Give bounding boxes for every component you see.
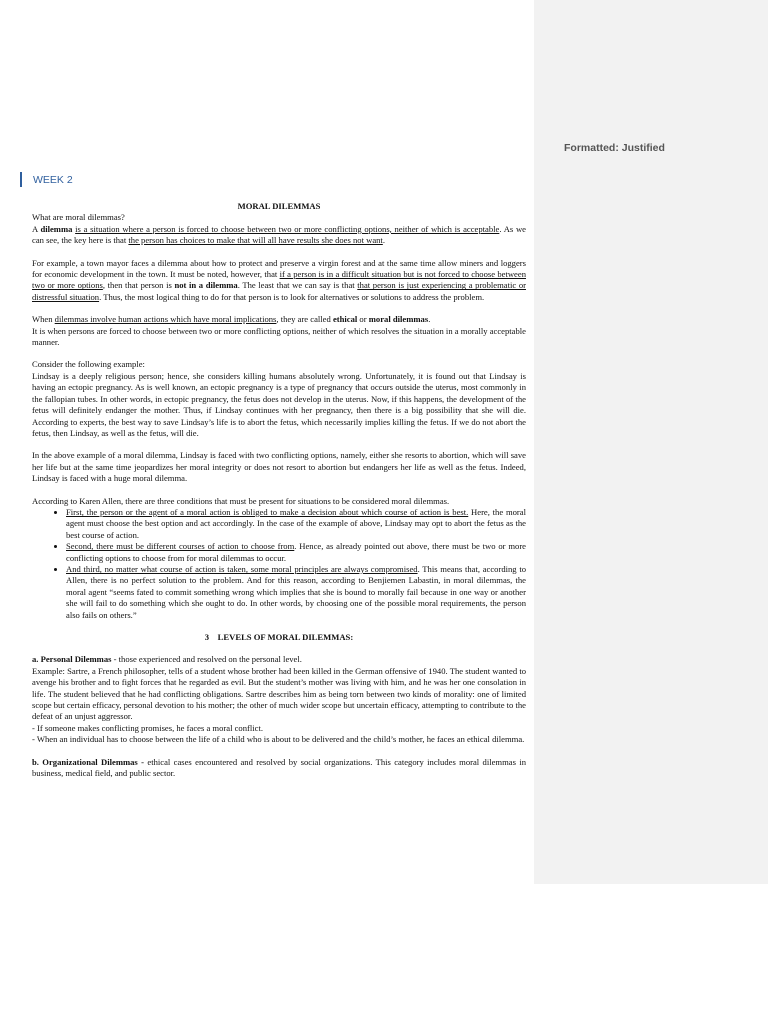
text-run: , they are called bbox=[276, 314, 333, 325]
text-run: A bbox=[32, 223, 41, 234]
text-run-underlined: Second, there must be different courses of action to choose from bbox=[66, 541, 295, 552]
paragraph-child-mother: - When an individual has to choose between the life of a child who is about to be delivered and the child’s mother, he faces an ethical dilemma. bbox=[32, 734, 525, 745]
text-run: . This means that, according to Allen, there is no perfect solution to the problem. And for this reason, according to Benjiemen Labastin, in moral dilemmas, the moral agent “seems fated to commit something wrong which implies that she is bound to morally fail because in one way or another she will fail to do something which she ought to do. In other words, by choosing one of the possible moral requirements, the person also fails on others.” bbox=[66, 563, 527, 620]
text-run: When bbox=[32, 314, 55, 325]
text-run: . bbox=[428, 314, 431, 325]
text-run-underlined: if a person is in a difficult situation but is not forced to choose between two or more options bbox=[32, 269, 526, 291]
text-run: For example, a town mayor faces a dilemma about how to protect and preserve a virgin forest and at the same time allow miners and loggers for economic development in the town. It must be noted, however, that bbox=[32, 257, 526, 280]
text-run: ethical cases encountered and resolved by social organizations. This category includes moral dilemmas in business, medical field, and public sector. bbox=[32, 756, 527, 779]
text-run: . bbox=[382, 235, 385, 246]
text-run-bold: moral dilemmas bbox=[368, 314, 429, 325]
document-body bbox=[32, 201, 526, 779]
text-run-underlined: dilemmas involve human actions which have moral implications bbox=[54, 314, 277, 325]
paragraph-lindsay-analysis: In the above example of a moral dilemma, Lindsay is faced with two conflicting options, namely, either she resorts to abortion, which will save her life but at the same time jeopardizes her moral integrity or does not resort to abortion but endangers her life as well as the fetus. Indeed, Lindsay is faced with a huge moral dilemma. bbox=[32, 450, 526, 484]
comment-pane bbox=[534, 0, 768, 884]
text-run-underlined: the person has choices to make that will all have results she does not want bbox=[128, 235, 383, 246]
paragraph-ethical-dilemmas bbox=[32, 314, 526, 325]
paragraph-definition bbox=[32, 224, 526, 247]
list-item bbox=[66, 564, 526, 621]
paragraph-ethical-definition: It is when persons are forced to choose between two or more conflicting options, neither of which resolves the situation in a morally acceptable manner. bbox=[32, 325, 526, 348]
paragraph-question: What are moral dilemmas? bbox=[32, 212, 125, 223]
paragraph-allen: According to Karen Allen, there are three conditions that must be present for situations to be considered moral dilemmas. bbox=[32, 495, 450, 506]
text-run: , then that person is bbox=[102, 280, 175, 291]
text-run-underlined: is a situation where a person is forced to choose between two or more conflicting options, neither of which is acceptable bbox=[75, 223, 500, 234]
text-run-underlined: And third, no matter what course of action is taken, some moral principles are always compromised bbox=[66, 563, 418, 574]
text-run-bold: a. Personal Dilemmas bbox=[32, 654, 112, 665]
paragraph-example-mayor bbox=[32, 258, 526, 304]
text-run: . Hence, as already pointed out above, there must be two or more conflicting options to choose from for moral dilemmas to occur. bbox=[66, 541, 526, 563]
text-run-bold: dilemma bbox=[40, 223, 73, 234]
text-run-bold: ethical bbox=[332, 314, 358, 325]
text-run: . The least that we can say is that bbox=[237, 280, 358, 291]
document-title: MORAL DILEMMAS bbox=[237, 201, 321, 211]
text-run: or bbox=[357, 314, 369, 325]
text-run-bold: b. Organizational Dilemmas - bbox=[32, 756, 145, 767]
paragraph-personal-dilemmas bbox=[32, 654, 526, 665]
text-run-bold: not in a dilemma bbox=[174, 280, 238, 291]
text-run: . As we can see, the key here is that bbox=[32, 223, 526, 246]
conditions-list bbox=[32, 507, 526, 621]
text-run: - those experienced and resolved on the personal level. bbox=[111, 654, 302, 665]
text-run-underlined: First, the person or the agent of a moral action is obliged to make a decision about which course of action is best. bbox=[66, 506, 469, 517]
list-item bbox=[66, 541, 526, 564]
levels-heading: 3 LEVELS OF MORAL DILEMMAS: bbox=[204, 632, 354, 642]
header-divider bbox=[20, 172, 22, 187]
text-run-underlined: that person is just experiencing a problematic or distressful situation bbox=[32, 280, 526, 302]
text-run: Here, the moral agent must choose the best option and act accordingly. In the case of the example of above, Lindsay may opt to abort the fetus as the best course of action. bbox=[66, 506, 526, 540]
text-run: . Thus, the most logical thing to do for that person is to look for alternatives or solutions to address the problem. bbox=[99, 291, 485, 302]
paragraph-sartre-example: Example: Sartre, a French philosopher, tells of a student whose brother had been killed in the German offensive of 1940. The student wanted to avenge his brother and to fight forces that he regarded as evil. But the student’s mother was living with him, and he was her one consolation in life. The student believed that he had conflicting obligations. Sartre describes him as being torn between two kinds of morality: one of limited scope but certain efficacy, personal devotion to his mother; the other of much wider scope but uncertain efficacy, attempting to contribute to the defeat of an unjust aggressor. bbox=[32, 665, 526, 722]
paragraph-organizational-dilemmas bbox=[32, 757, 526, 780]
paragraph-consider: Consider the following example: bbox=[32, 359, 145, 370]
paragraph-lindsay: Lindsay is a deeply religious person; hence, she considers killing humans absolutely wrong. Unfortunately, it is found out that Lindsay is having an ectopic pregnancy. As is well known, an ectopic pregnancy is a type of pregnancy that occurs outside the uterus, most commonly in the fallopian tubes. In other words, in ectopic pregnancy, the fetus does not develop in the uterus. Now, if this happens, the development of the fetus will definitely endanger the mother. Thus, if Lindsay continues with her pregnancy, then there is a big possibility that she will die. According to experts, the best way to save Lindsay’s life is to abort the fetus, which necessarily implies killing the fetus. If we do not abort the fetus, then Lindsay, as well as the fetus, will die. bbox=[32, 370, 526, 438]
list-item bbox=[66, 507, 526, 541]
paragraph-conflict-promises: - If someone makes conflicting promises, he faces a moral conflict. bbox=[32, 722, 263, 733]
comment-title: Formatted: Justified bbox=[564, 142, 665, 154]
week-header: WEEK 2 bbox=[33, 174, 73, 186]
